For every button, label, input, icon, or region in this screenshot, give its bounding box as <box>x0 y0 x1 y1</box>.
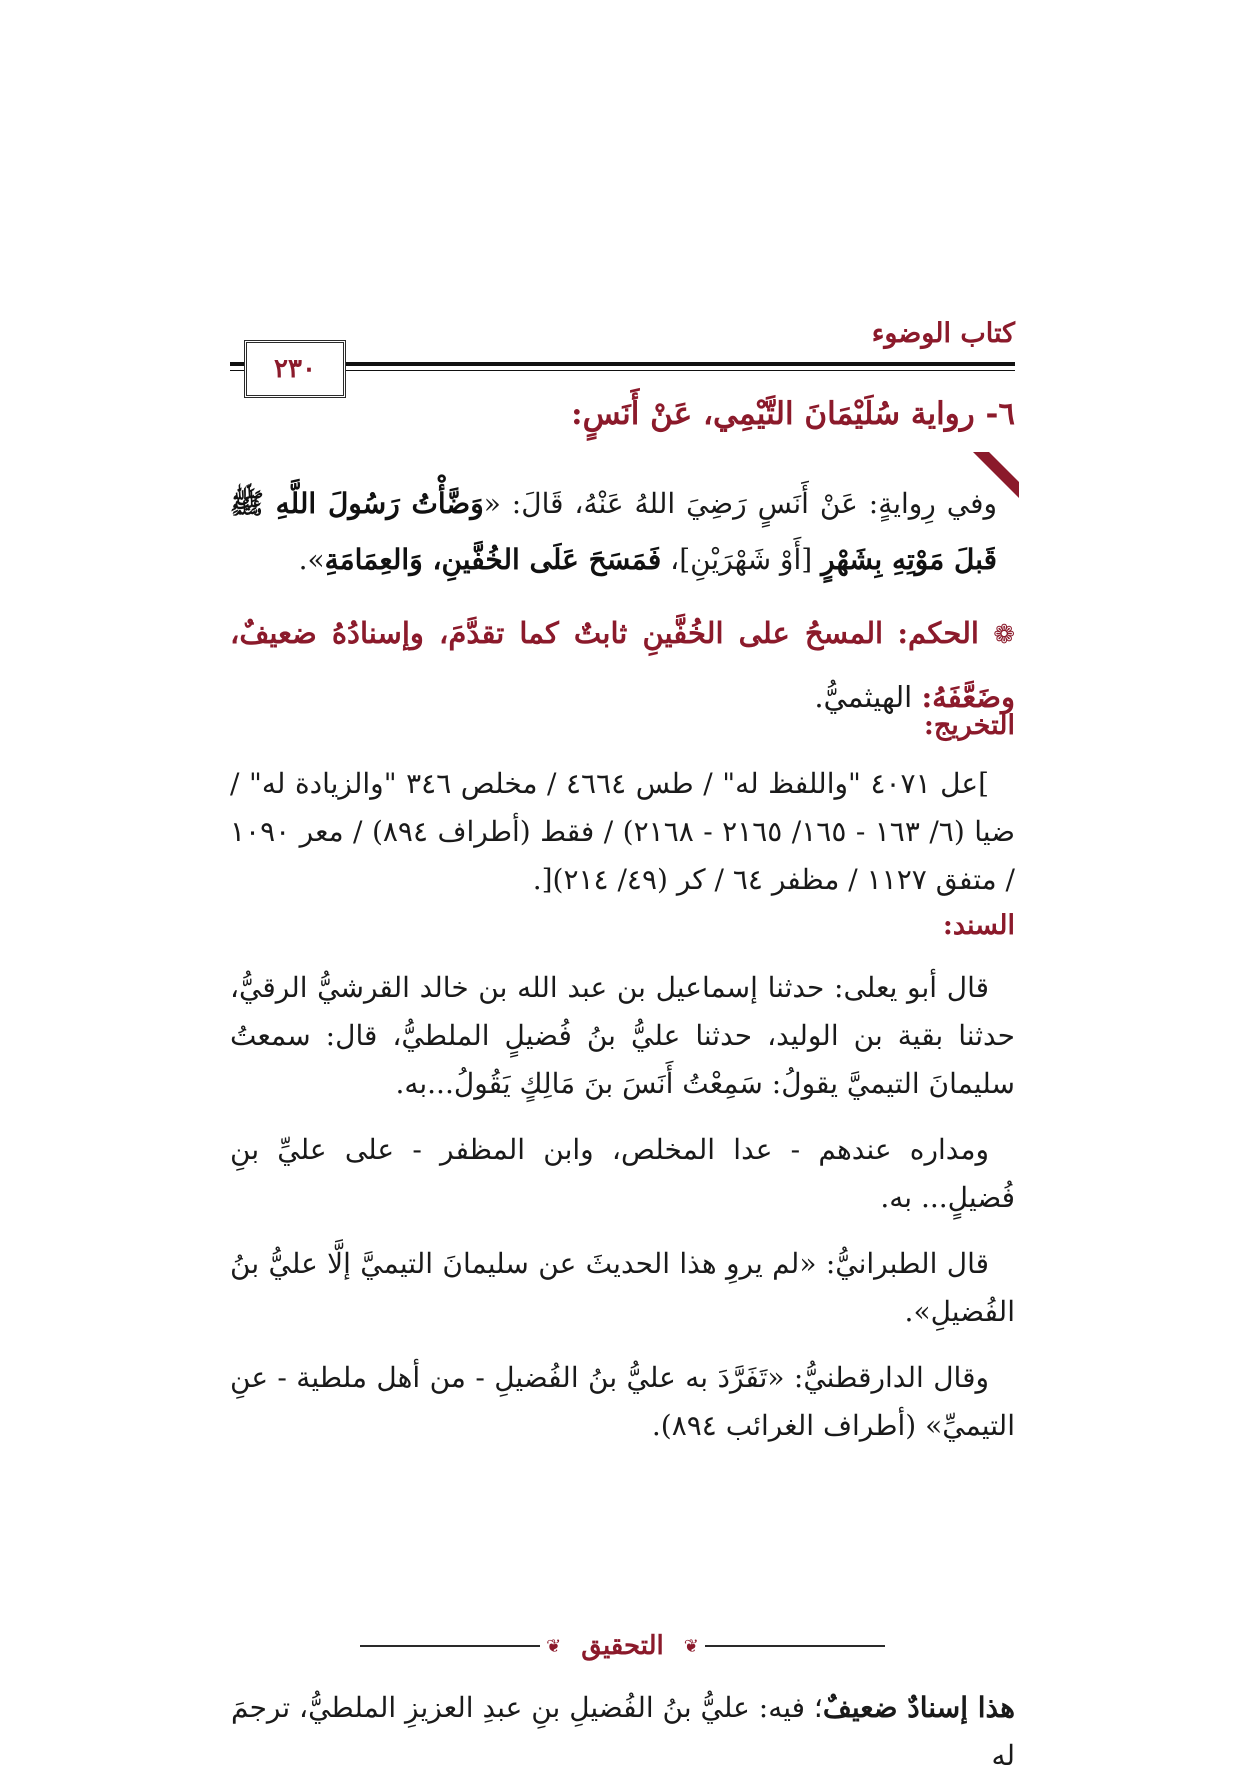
divider-line-right <box>705 1645 885 1647</box>
sanad-paragraph-3: قال الطبرانيُّ: «لم يروِ هذا الحديثَ عن سليمانَ التيميَّ إلَّا عليُّ بنُ الفُضيلِ». <box>230 1247 1015 1328</box>
sanad-heading: السند: <box>942 910 1015 941</box>
takhrij-text: ]عل ٤٠٧١ "واللفظ له" / طس ٤٦٦٤ / مخلص ٣٤٦ "والزيادة له" / ضيا (٦/ ١٦٣ - ١٦٥/ ٢١٦٥ - ٢١٦٨) / فقط (أطراف ٨٩٤) / معر ١٠٩٠ / متفق ١١٢٧ / مظفر ٦٤ / كر (٤٩/ ٢١٤)[. <box>230 767 1015 896</box>
sanad-block <box>230 964 1015 1450</box>
flower-ornament-icon: ❁ <box>993 620 1016 650</box>
header-rule-thin <box>230 370 1015 371</box>
running-header-title: كتاب الوضوء <box>871 318 1015 349</box>
divider-ornament-icon: ❦ <box>683 1635 699 1657</box>
tahqiq-divider <box>360 1632 885 1660</box>
ruling-bold-text: المسحُ على الخُفَّينِ ثابتٌ كما تقدَّمَ، وإسنادُهُ ضعيفٌ، وضَعَّفَهُ: <box>230 616 1015 714</box>
header-rule <box>230 362 1015 366</box>
riwaya-end: ». <box>298 543 325 576</box>
sanad-paragraph-4: وقال الدارقطنيُّ: «تَفَرَّدَ به عليُّ بنُ الفُضيلِ - من أهل ملطية - عنِ التيميِّ» (أطراف الغرائب ٨٩٤). <box>230 1361 1015 1442</box>
section-title: ٦- رواية سُلَيْمَانَ التَّيْمِي، عَنْ أَنَسٍ: <box>571 396 1015 432</box>
riwaya-bracket: [أَوْ شَهْرَيْنِ]، <box>661 543 822 576</box>
ruling-label: الحكم: <box>897 616 979 650</box>
riwaya-bold-text: وَضَّأْتُ رَسُولَ اللَّهِ ﷺ قَبلَ مَوْتِهِ بِشَهْرٍ <box>230 487 997 576</box>
page-number-box <box>244 340 346 398</box>
tahqiq-paragraph <box>230 1684 1015 1780</box>
book-page <box>230 0 1016 1772</box>
riwaya-intro: وفي رِوايةٍ: عَنْ أَنَسٍ رَضِيَ اللهُ عَنْهُ، قَالَ: « <box>483 487 998 520</box>
tahqiq-bold-text: هذا إسنادٌ ضعيفٌ <box>822 1691 1015 1724</box>
tahqiq-rest: ؛ فيه: عليُّ بنُ الفُضيلِ بنِ عبدِ العزيزِ الملطيُّ، ترجمَ له <box>230 1691 1015 1772</box>
takhrij-heading: التخريج: <box>923 710 1015 741</box>
riwaya-paragraph <box>230 476 997 588</box>
divider-ornament-icon-2: ❦ <box>546 1635 562 1657</box>
takhrij-text-block <box>230 760 1015 904</box>
divider-line-left <box>360 1645 540 1647</box>
sanad-paragraph-1: قال أبو يعلى: حدثنا إسماعيل بن عبد الله بن خالد القرشيُّ الرقيُّ، حدثنا بقية بن الوليد، حدثنا عليُّ بنُ فُضيلٍ الملطيُّ، قال: سمعتُ سليمانَ التيميَّ يقولُ: سَمِعْتُ أَنَسَ بنَ مَالِكٍ يَقُولُ...به. <box>230 971 1015 1100</box>
page-number: ٢٣٠ <box>274 354 316 384</box>
ruling-paragraph <box>230 602 1015 728</box>
riwaya-bold-text-2: فَمَسَحَ عَلَى الخُفَّينِ، وَالعِمَامَةِ <box>324 543 662 576</box>
ruling-rest: الهيثميُّ. <box>814 680 922 714</box>
sanad-paragraph-2: ومداره عندهم - عدا المخلص، وابن المظفر - على عليِّ بنِ فُضيلٍ... به. <box>230 1133 1015 1214</box>
tahqiq-heading: التحقيق <box>581 1631 664 1661</box>
